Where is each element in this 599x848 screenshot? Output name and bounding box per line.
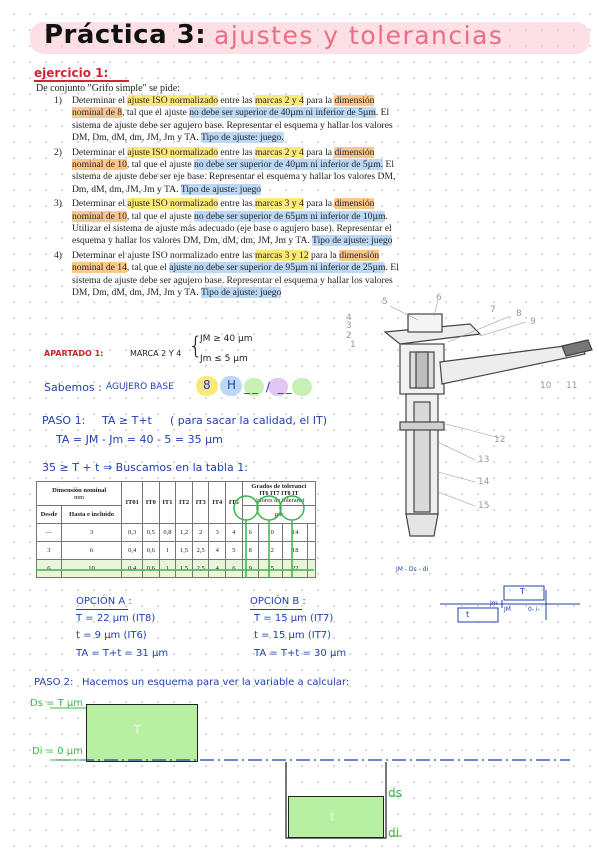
item-text: , tal que el ajuste xyxy=(126,159,195,171)
table-cell: 15 xyxy=(258,560,283,578)
item-text: para la xyxy=(303,95,335,106)
item-text: , tal que el ajuste xyxy=(122,107,190,119)
sabemos-h: H xyxy=(227,378,237,392)
option-a-underline xyxy=(76,609,128,610)
cell-hasta: 6 xyxy=(61,542,121,560)
item-text: Determinar el ajuste ISO normalizado entre las xyxy=(72,249,256,261)
item-text: no debe ser superior de 40µm ni inferior de 5µm xyxy=(189,107,376,119)
part-number-label: 9 xyxy=(530,317,536,327)
sabemos-label: Sabemos : xyxy=(44,381,102,394)
option-a-l1: T = 22 µm (IT8) xyxy=(76,613,156,624)
option-a-l3: TA = T+t = 31 µm xyxy=(76,648,169,659)
item-text: . El sistema de ajuste debe ser agujero base. Representar el esquema y hallar los valores DM, Dm, dM, dm, JM, Jm y TA. xyxy=(72,262,399,299)
table-cell: 14 xyxy=(283,524,308,542)
item-text: entre las xyxy=(218,146,256,158)
part-number-label: 2 xyxy=(346,331,352,341)
table-cell: 6 xyxy=(242,524,258,542)
table-cell: 1,5 xyxy=(176,542,193,560)
paso1-label: PASO 1: xyxy=(42,414,86,427)
table-cell: 10 xyxy=(258,524,283,542)
option-a-l2: t = 9 µm (IT6) xyxy=(76,630,147,641)
table-cell: 3 xyxy=(209,524,226,542)
item-text: marcas 2 y 4 xyxy=(255,95,304,106)
exercise-item xyxy=(54,95,399,145)
col-grades: Grados de toleranci IT6 IT7 IT8 IT Valores de toleranci xyxy=(242,482,315,506)
table-cell: 4 xyxy=(209,542,226,560)
item-number: 3) xyxy=(54,198,62,210)
item-text: , tal que el ajuste xyxy=(126,210,195,222)
item-text: ajuste no debe ser superior de 95µm ni inferior de 25µm xyxy=(169,262,386,274)
sabemos-text: AGUJERO BASE xyxy=(106,382,174,392)
item-text: ajuste ISO normalizado xyxy=(127,146,218,158)
jm-min: Jm ≤ 5 µm xyxy=(200,354,248,364)
table-cell: 5 xyxy=(226,542,243,560)
option-b-label: OPCIÓN B : xyxy=(250,596,306,607)
col-it01: IT01 xyxy=(122,482,143,524)
shaft-tolerance-box xyxy=(288,796,384,838)
sabemos-n: 8 xyxy=(203,378,211,392)
paso2-label: PASO 2: xyxy=(34,677,74,688)
table-annotations xyxy=(36,470,326,590)
col-it2: IT2 xyxy=(176,482,193,524)
col-hasta: Hasta e incluido xyxy=(61,506,121,524)
item-number: 1) xyxy=(54,95,62,106)
table-cell: 0,4 xyxy=(122,542,143,560)
apartado-marca: MARCA 2 Y 4 xyxy=(130,349,182,358)
part-number-label: 11 xyxy=(566,381,578,391)
di-small: di xyxy=(388,826,399,840)
mini-side: 0- i- xyxy=(528,606,540,613)
table-cell: 2 xyxy=(192,524,209,542)
table-cell: 4 xyxy=(226,524,243,542)
part-number-label: 3 xyxy=(346,321,352,331)
cell-hasta: 10 xyxy=(61,560,121,578)
col-um: µm xyxy=(242,506,315,524)
cell-hasta: 3 xyxy=(61,524,121,542)
slot-3 xyxy=(292,378,312,396)
part-number-label: 13 xyxy=(478,455,490,465)
table-cell: 6 xyxy=(226,560,243,578)
item-text: dimensión nominal de 14 xyxy=(72,249,380,274)
ds-small: ds xyxy=(388,786,402,800)
item-text: no debe ser superior de 40µm ni inferior de 5µm. xyxy=(194,159,384,171)
cell-desde: — xyxy=(37,524,62,542)
mini-caption: JM - Ds - di xyxy=(396,566,429,573)
item-text: entre las xyxy=(218,198,256,210)
col-it1: IT1 xyxy=(159,482,176,524)
search-text: 35 ≥ T + t ⇒ Buscamos en la tabla 1: xyxy=(42,461,248,474)
mini-sketch xyxy=(440,580,590,640)
part-number-label: 15 xyxy=(478,501,490,511)
table-cell: 2,5 xyxy=(192,542,209,560)
option-a-label: OPCIÓN A : xyxy=(76,596,132,607)
table-cell: 2,5 xyxy=(192,560,209,578)
table-cell: 0,6 xyxy=(143,542,160,560)
item-text: . El sistema de ajuste debe ser agujero base. Representar el esquema y hallar los valores DM, Dm, dM, dm, JM, Jm y TA. xyxy=(72,107,393,144)
item-number: 2) xyxy=(54,146,62,158)
item-text: para la xyxy=(303,146,335,158)
paso2-text: Hacemos un esquema para ver la variable a calcular: xyxy=(82,677,350,688)
exercise-item xyxy=(54,198,399,248)
item-text: dimensión nominal de 10 xyxy=(72,198,375,222)
col-desde: Desde xyxy=(37,506,62,524)
brace: { xyxy=(188,332,204,360)
sabemos-slots: __ / __ xyxy=(244,380,294,394)
part-number-label: 4 xyxy=(346,313,352,323)
part-number-label: 12 xyxy=(494,435,506,445)
paso1-formula: TA ≥ T+t xyxy=(102,414,152,427)
table-cell: 0,8 xyxy=(159,524,176,542)
item-number: 4) xyxy=(54,249,62,261)
table-cell: 1,2 xyxy=(176,524,193,542)
item-text: Tipo de ajuste: juego. xyxy=(200,132,284,144)
item-text: El sistema de ajuste debe ser eje base. Representar el esquema y hallar los valores DM, Dm, dM, dm, JM, Jm y TA. xyxy=(72,159,396,195)
faucet-drawing xyxy=(330,292,598,562)
option-b-underline xyxy=(250,609,302,610)
mini-T: T xyxy=(520,587,525,596)
page-subtitle: ajustes y tolerancias xyxy=(214,21,504,50)
table-cell: 9 xyxy=(242,560,258,578)
item-text: ajuste ISO normalizado xyxy=(127,198,218,210)
item-text: Tipo de ajuste: juego xyxy=(180,183,262,195)
mini-t: t xyxy=(466,610,470,619)
jm-max: JM ≥ 40 µm xyxy=(200,334,253,344)
option-b-l3: TA = T+t = 30 µm xyxy=(254,648,347,659)
exercise-intro: De conjunto "Grifo simple" se pide: xyxy=(36,83,180,94)
item-text: Tipo de ajuste: juego xyxy=(312,235,393,247)
exercise-item xyxy=(54,147,399,197)
part-number-label: 8 xyxy=(516,309,522,319)
part-number-label: 6 xyxy=(436,293,442,303)
item-text: Determinar el xyxy=(72,95,128,106)
table-cell: 22 xyxy=(283,560,308,578)
table-cell: 8 xyxy=(242,542,258,560)
col-it5: IT5 xyxy=(226,482,243,524)
item-text: marcas 2 y 4 xyxy=(255,146,304,158)
di-label: Di = 0 µm xyxy=(32,746,83,757)
table-cell: 0,5 xyxy=(143,524,160,542)
exercise-list xyxy=(54,95,399,302)
col-it0: IT0 xyxy=(143,482,160,524)
part-number-label: 7 xyxy=(490,305,496,315)
table-cell: 4 xyxy=(209,560,226,578)
table-cell: 18 xyxy=(283,542,308,560)
item-text: dimensión nominal de 10 xyxy=(72,146,375,171)
item-text: Tipo de ajuste: juego xyxy=(200,287,282,299)
item-text: para la xyxy=(303,198,335,210)
table-cell: 12 xyxy=(258,542,283,560)
table-cell: 1 xyxy=(159,560,176,578)
cell-desde: 3 xyxy=(37,542,62,560)
col-it3: IT3 xyxy=(192,482,209,524)
ds-label: Ds = T µm xyxy=(30,698,84,709)
paso1-calc: TA = JM - Jm = 40 - 5 = 35 µm xyxy=(56,433,223,446)
col-it4: IT4 xyxy=(209,482,226,524)
apartado-label: APARTADO 1: xyxy=(44,349,104,358)
hole-T: T xyxy=(134,723,141,736)
mini-Jm: Jm xyxy=(490,600,498,607)
table-cell: 1,5 xyxy=(176,560,193,578)
item-text: para la xyxy=(308,249,340,261)
mini-JM: JM xyxy=(504,606,511,613)
item-text: ajuste ISO normalizado xyxy=(127,95,218,106)
item-text: no debe ser superior de 65µm ni inferior de 10µm xyxy=(194,210,386,222)
paso1-note: ( para sacar la calidad, el IT) xyxy=(170,414,328,427)
item-text: marcas 3 y 12 xyxy=(255,249,309,261)
exercise-underline xyxy=(34,80,129,82)
table-cell: 0,4 xyxy=(122,560,143,578)
shaft-t: t xyxy=(330,810,335,823)
item-text: , tal que el xyxy=(126,262,170,274)
item-text: Determinar el xyxy=(72,146,128,158)
option-b-l1: T = 15 µm (IT7) xyxy=(254,613,334,624)
part-number-label: 14 xyxy=(478,477,490,487)
table-cell: 1 xyxy=(159,542,176,560)
table-cell: 0,6 xyxy=(143,560,160,578)
item-text: dimensión nominal de 8 xyxy=(72,95,375,119)
col-dim: Dimensión nominal mm xyxy=(37,482,122,506)
part-number-label: 5 xyxy=(382,297,388,307)
option-b-l2: t = 15 µm (IT7) xyxy=(254,630,332,641)
page-title: Práctica 3: xyxy=(44,20,207,50)
exercise-label: ejercicio 1: xyxy=(34,66,109,80)
item-text: marcas 3 y 4 xyxy=(255,198,304,210)
item-text: Determinar el xyxy=(72,198,128,210)
item-text: . Utilizar el sistema de ajuste más adecuado (eje base o agujero base). Representar el esquema y hallar los valores DM, Dm, dM, dm, JM, Jm y TA. xyxy=(72,210,392,247)
table-cell: 0,3 xyxy=(122,524,143,542)
cell-desde: 6 xyxy=(37,560,62,578)
item-text: entre las xyxy=(218,95,256,106)
part-number-label: 10 xyxy=(540,381,552,391)
part-number-label: 1 xyxy=(350,340,356,350)
